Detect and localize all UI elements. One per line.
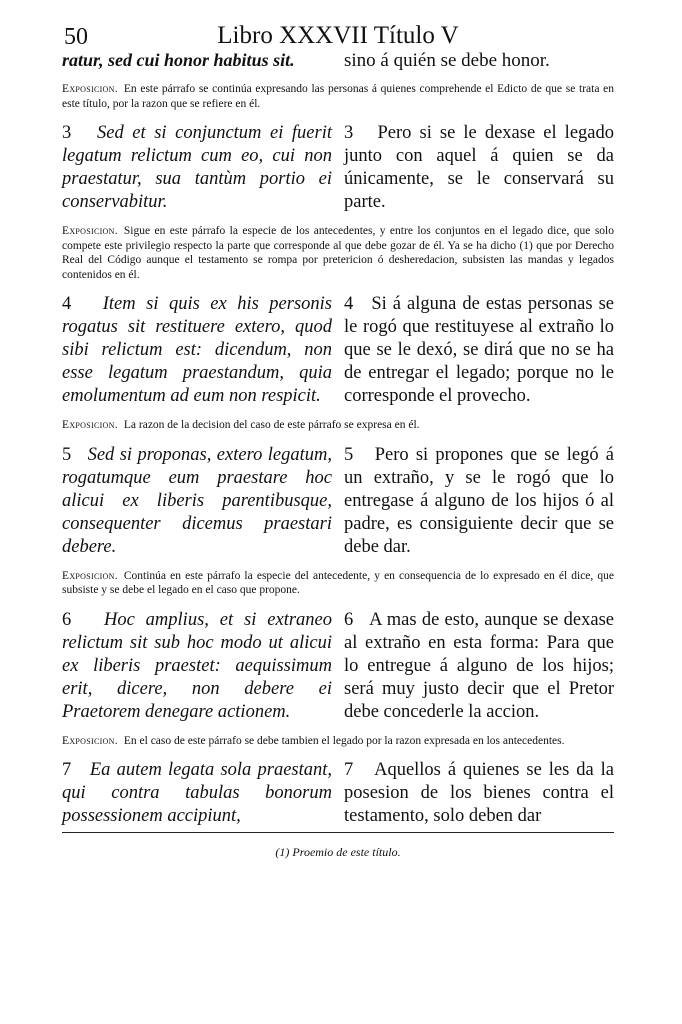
exposicion-text: En este párrafo se continúa expresando las personas á quienes comprehende el Edicto de que se trata en este título, por la razon que se refiere en él. bbox=[62, 83, 614, 110]
footnote: (1) Proemio de este título. bbox=[275, 845, 401, 859]
latin-paragraph bbox=[62, 293, 332, 408]
paragraph-pair bbox=[62, 444, 614, 559]
exposicion-note bbox=[62, 734, 614, 749]
latin-text: Sed si proponas, extero legatum, rogatumque eum praestare hoc alicui ex liberis parentibusque, consequenter dicemus praestari debere. bbox=[62, 444, 332, 557]
exposicion-label: Exposicion. bbox=[62, 569, 118, 582]
paragraph-pair bbox=[62, 122, 614, 214]
exposicion-label: Exposicion. bbox=[62, 419, 118, 431]
exposicion-text: Continúa en este párrafo la especie del antecedente, y en consequencia de lo expresado en él dice, que subsiste y se debe el legado en el caso que propone. bbox=[62, 569, 614, 596]
paragraph-number: 7 bbox=[344, 760, 354, 780]
latin-text: ratur, sed cui honor habitus sit. bbox=[62, 50, 295, 70]
page-header bbox=[62, 18, 614, 48]
latin-paragraph bbox=[62, 444, 332, 559]
spanish-text: Aquellos á quienes se les da la posesion de los bienes contra el testamento, solo deben dar bbox=[344, 760, 615, 826]
paragraph-number: 3 bbox=[62, 123, 72, 143]
running-title: Libro XXXVII Título V bbox=[217, 22, 459, 49]
spanish-text: Pero si propones que se legó á un extraño, y se le rogó que lo entregase á alguno de los hijos ó al padre, es consiguiente decir que se debe dar. bbox=[344, 444, 614, 557]
spanish-paragraph bbox=[344, 122, 614, 214]
spanish-paragraph bbox=[344, 609, 614, 724]
spanish-text: sino á quién se debe honor. bbox=[344, 50, 550, 71]
latin-paragraph bbox=[62, 122, 332, 214]
exposicion-note bbox=[62, 82, 614, 111]
exposicion-note bbox=[62, 418, 614, 433]
paragraph-number: 6 bbox=[344, 609, 354, 630]
paragraph-pair bbox=[62, 759, 614, 828]
paragraph-pair bbox=[62, 293, 614, 408]
spanish-text: A mas de esto, aunque se dexase al extraño en esta forma: Para que lo entregue á alguno de los hijos; será muy justo decir que el Pretor debe concederle la accion. bbox=[344, 609, 614, 722]
paragraph-number: 7 bbox=[62, 760, 72, 780]
paragraph-number: 5 bbox=[62, 444, 72, 465]
footnote-divider bbox=[62, 832, 614, 833]
spanish-text: Pero si se le dexase el legado junto con aquel á quien se da únicamente, se le conservará su parte. bbox=[344, 123, 614, 212]
continued-paragraph bbox=[62, 50, 614, 72]
exposicion-text: Sigue en este párrafo la especie de los antecedentes, y entre los conjuntos en el legado dice, que solo compete este privilegio respecto la parte que corresponde al que debe gozar de él. Ya se ha dicho (1) que por Derecho Real del Código aunque el testamento se rompa por pretericion ó desheredacion, subsisten las mandas y legados contenidos en él. bbox=[62, 225, 614, 281]
exposicion-text: La razon de la decision del caso de este párrafo se expresa en él. bbox=[123, 419, 420, 431]
paragraph-number: 6 bbox=[62, 609, 72, 630]
exposicion-label: Exposicion. bbox=[62, 734, 118, 747]
latin-text: Sed et si conjunctum ei fuerit legatum relictum cum eo, cui non praestatur, sua tantùm portio ei conservabitur. bbox=[62, 123, 333, 212]
latin-paragraph bbox=[62, 609, 332, 724]
paragraph-number: 4 bbox=[344, 294, 354, 314]
paragraph-number: 5 bbox=[344, 444, 354, 465]
latin-paragraph bbox=[62, 759, 332, 828]
book-page bbox=[62, 18, 614, 860]
exposicion-note bbox=[62, 224, 614, 282]
exposicion-note bbox=[62, 569, 614, 598]
page-number: 50 bbox=[64, 24, 88, 50]
spanish-text: Si á alguna de estas personas se le rogó que restituyese al extraño lo que se le dexó, se dirá que no se ha de entregar el legado; porque no le corresponde el provecho. bbox=[344, 294, 614, 406]
paragraph-number: 4 bbox=[62, 294, 72, 314]
latin-text: Item si quis ex his personis rogatus sit restituere extero, quod sibi relictum est: dicendum, non esse legatum praestandum, quia emolumentum ad eum non respicit. bbox=[62, 294, 333, 406]
exposicion-label: Exposicion. bbox=[62, 83, 118, 95]
paragraph-number: 3 bbox=[344, 123, 354, 143]
spanish-paragraph bbox=[344, 293, 614, 408]
latin-text: Hoc amplius, et si extraneo relictum sit sub hoc modo ut alicui ex liberis praestet: aequissimum erit, dicere, non debere ei Praetorem denegare actionem. bbox=[62, 609, 333, 722]
spanish-paragraph bbox=[344, 444, 614, 559]
spanish-paragraph bbox=[344, 759, 614, 828]
exposicion-text: En el caso de este párrafo se debe tambien el legado por la razon expresada en los antecedentes. bbox=[123, 734, 565, 747]
latin-text: Ea autem legata sola praestant, qui contra tabulas bonorum possessionem accipiunt, bbox=[62, 760, 333, 826]
exposicion-label: Exposicion. bbox=[62, 225, 118, 237]
paragraph-pair bbox=[62, 609, 614, 724]
